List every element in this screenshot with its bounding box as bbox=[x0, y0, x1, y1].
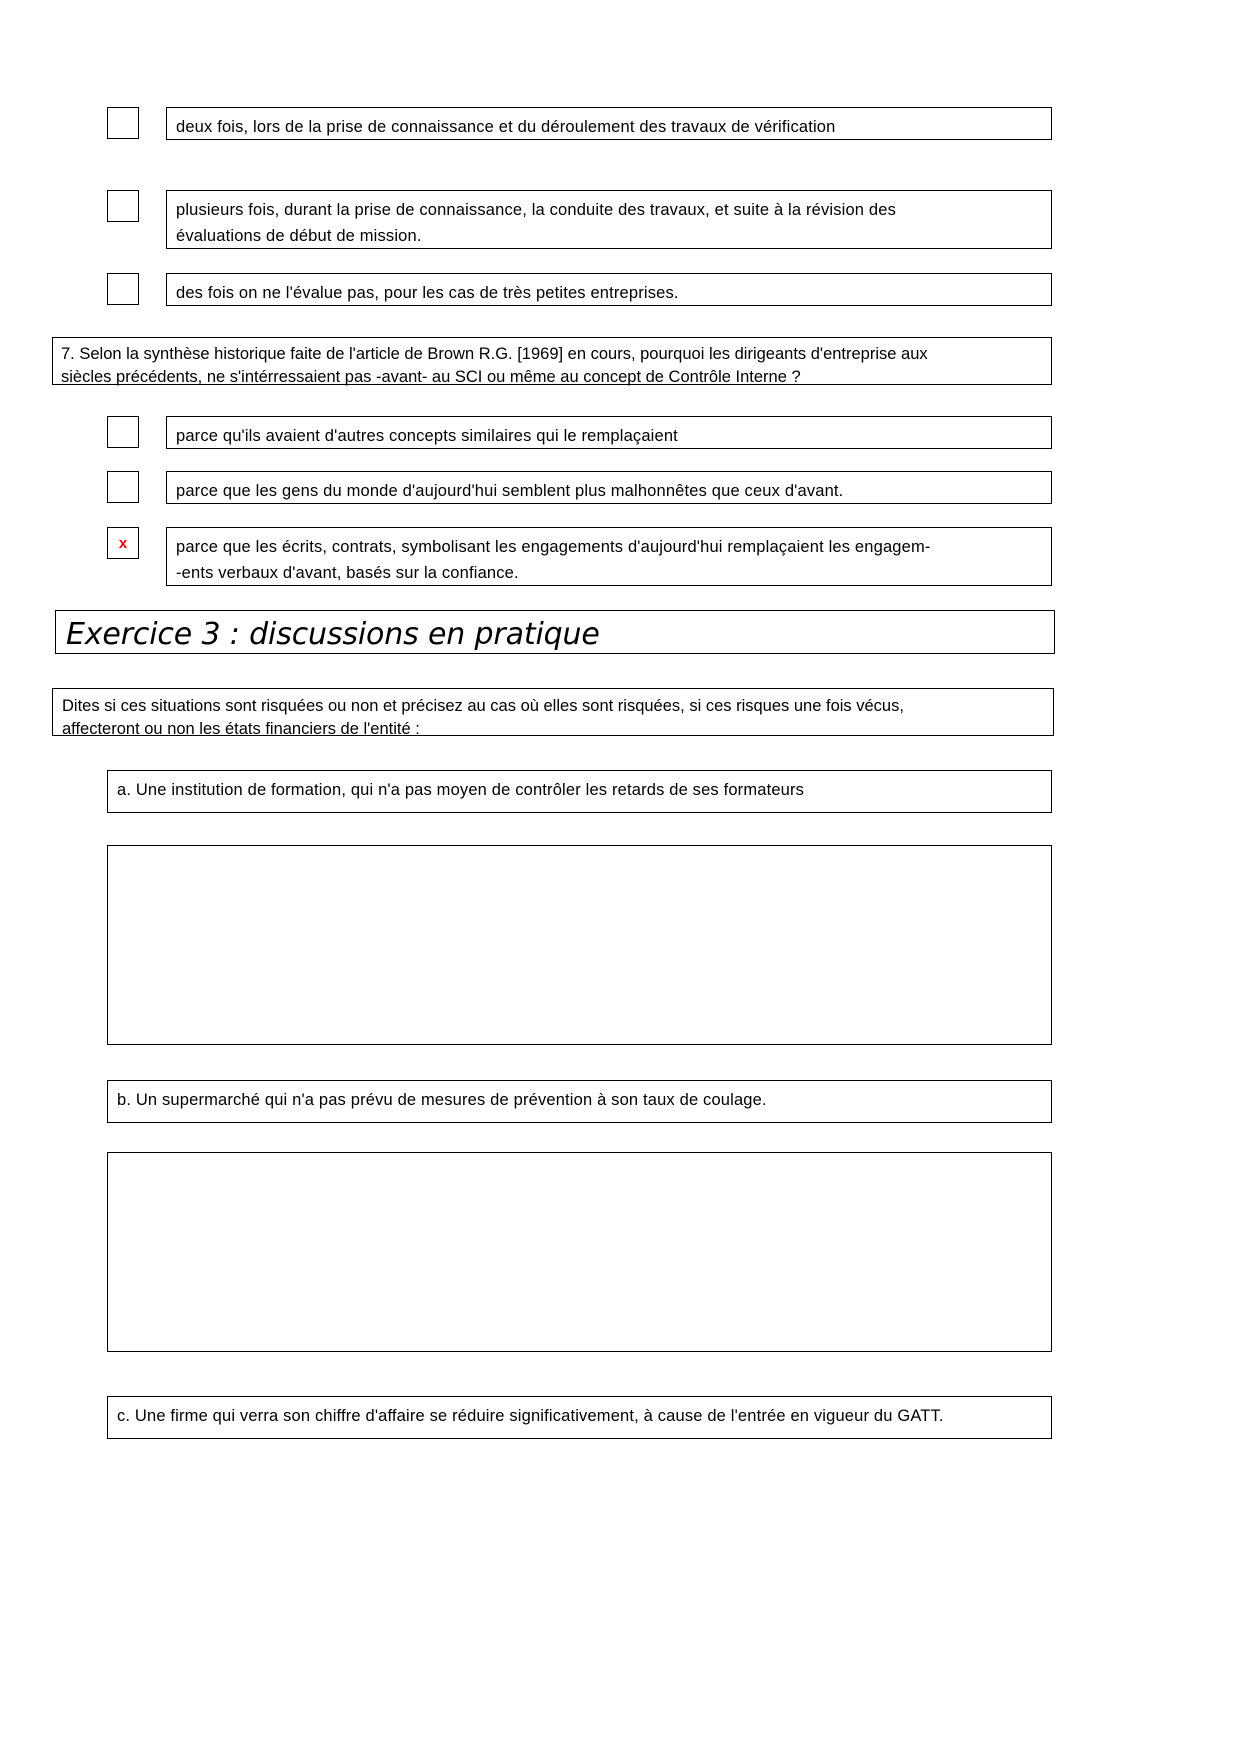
option-line: deux fois, lors de la prise de connaissance et du déroulement des travaux de vérification bbox=[176, 118, 836, 136]
exercise-3-answer-a[interactable] bbox=[107, 845, 1052, 1045]
checkbox-q7-opt-a[interactable] bbox=[107, 416, 139, 448]
exercise-3-instructions bbox=[52, 688, 1054, 739]
question-7-text bbox=[52, 337, 1052, 385]
option-text-q6-opt-a bbox=[166, 107, 1052, 140]
option-text-q7-opt-a bbox=[166, 416, 1052, 449]
instruction-line: Dites si ces situations sont risquées ou non et précisez au cas où elles sont risquées, si ces risques une fois vécus, bbox=[62, 697, 904, 715]
prompt-text: b. Un supermarché qui n'a pas prévu de mesures de prévention à son taux de coulage. bbox=[117, 1091, 767, 1109]
checkbox-q7-opt-c[interactable]: x bbox=[107, 527, 139, 559]
option-text-q6-opt-b bbox=[166, 190, 1052, 249]
option-line: parce qu'ils avaient d'autres concepts similaires qui le remplaçaient bbox=[176, 427, 678, 445]
question-line: siècles précédents, ne s'intérressaient pas -avant- au SCI ou même au concept de Contrôle Interne ? bbox=[61, 367, 801, 386]
exercise-3-answer-b[interactable] bbox=[107, 1152, 1052, 1352]
option-line: parce que les écrits, contrats, symbolisant les engagements d'aujourd'hui remplaçaient les engagem- bbox=[176, 538, 931, 556]
instruction-line: affecteront ou non les états financiers de l'entité : bbox=[62, 720, 420, 739]
option-text-q7-opt-c bbox=[166, 527, 1052, 586]
option-line: -ents verbaux d'avant, basés sur la confiance. bbox=[176, 563, 519, 582]
prompt-text: c. Une firme qui verra son chiffre d'affaire se réduire significativement, à cause de l'entrée en vigueur du GATT. bbox=[117, 1407, 944, 1425]
option-text-q6-opt-c bbox=[166, 273, 1052, 306]
exercise-3-heading bbox=[55, 610, 1055, 654]
question-line: 7. Selon la synthèse historique faite de l'article de Brown R.G. [1969] en cours, pourquoi les dirigeants d'entreprise aux bbox=[61, 345, 928, 363]
checkbox-q7-opt-b[interactable] bbox=[107, 471, 139, 503]
exercise-3-prompt-a bbox=[107, 770, 1052, 813]
exercise-3-prompt-b bbox=[107, 1080, 1052, 1123]
option-text-q7-opt-b bbox=[166, 471, 1052, 504]
option-line: plusieurs fois, durant la prise de connaissance, la conduite des travaux, et suite à la révision des bbox=[176, 201, 896, 219]
option-line: parce que les gens du monde d'aujourd'hui semblent plus malhonnêtes que ceux d'avant. bbox=[176, 482, 844, 500]
exercise-3-prompt-c bbox=[107, 1396, 1052, 1439]
prompt-text: a. Une institution de formation, qui n'a pas moyen de contrôler les retards de ses formateurs bbox=[117, 781, 805, 799]
option-line: des fois on ne l'évalue pas, pour les cas de très petites entreprises. bbox=[176, 284, 679, 302]
checkbox-q6-opt-b[interactable] bbox=[107, 190, 139, 222]
checkbox-q6-opt-c[interactable] bbox=[107, 273, 139, 305]
checkbox-q6-opt-a[interactable] bbox=[107, 107, 139, 139]
heading-text: Exercice 3 : discussions en pratique bbox=[66, 617, 600, 652]
option-line: évaluations de début de mission. bbox=[176, 226, 422, 245]
